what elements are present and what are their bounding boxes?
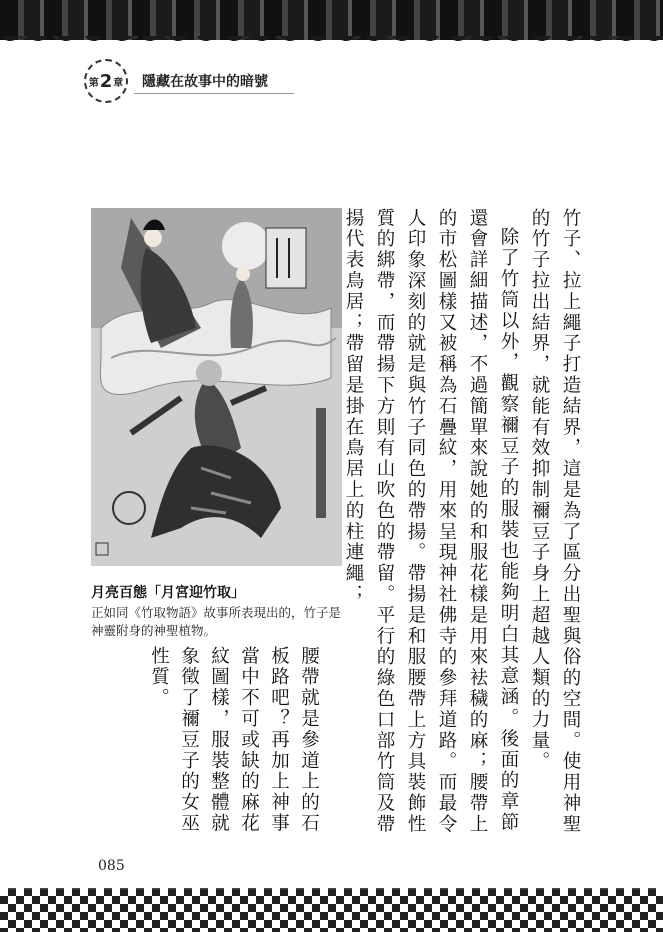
page-number: 085	[98, 858, 125, 874]
chapter-title: 隱藏在故事中的暗號	[134, 69, 294, 94]
paragraph: 除了竹筒以外，觀察禰豆子的服裝也能夠明白其意涵。後面的章節還會詳細描述，不過簡單來說她的和服花樣是用來袪穢的麻；腰帶上的市松圖樣又被稱為石疊紋，用來呈現神社佛寺的參拜道路。而最令人印象深刻的就是與竹子同色的帶揚。帶揚是和服腰帶上方具裝飾性質的綁帶，而帶揚下方則有山吹色的帶留。平行的綠色口部竹筒及帶揚代表鳥居；帶留是掛在鳥居上的柱連繩；	[343, 208, 519, 835]
continuation-vertical-text	[146, 646, 342, 836]
chapter-suffix: 章	[113, 77, 124, 89]
paragraph: 竹子、拉上繩子打造結界，這是為了區分出聖與俗的空間。使用神聖的竹子拉出結界，就能有效抑制禰豆子身上超越人類的力量。	[529, 208, 581, 835]
chapter-header	[88, 66, 294, 96]
ukiyoe-woodblock-print-icon	[91, 208, 342, 566]
chapter-badge	[84, 59, 128, 103]
caption-title: 月亮百態「月宮迎竹取」	[91, 585, 245, 601]
ukiyoe-illustration	[91, 208, 342, 566]
main-vertical-text	[343, 208, 586, 836]
paragraph-continuation: 腰帶就是參道上的石板路吧？再加上神事當中不可或缺的麻花紋圖樣，服裝整體就象徵了禰豆子的女巫性質。	[148, 646, 320, 835]
top-brush-border	[0, 0, 663, 40]
chapter-prefix: 第	[88, 77, 99, 89]
bottom-checkered-band	[0, 888, 663, 932]
chapter-number: 2	[99, 70, 113, 92]
caption-body: 正如同《竹取物語》故事所表現出的，竹子是神靈附身的神聖植物。	[91, 605, 342, 638]
